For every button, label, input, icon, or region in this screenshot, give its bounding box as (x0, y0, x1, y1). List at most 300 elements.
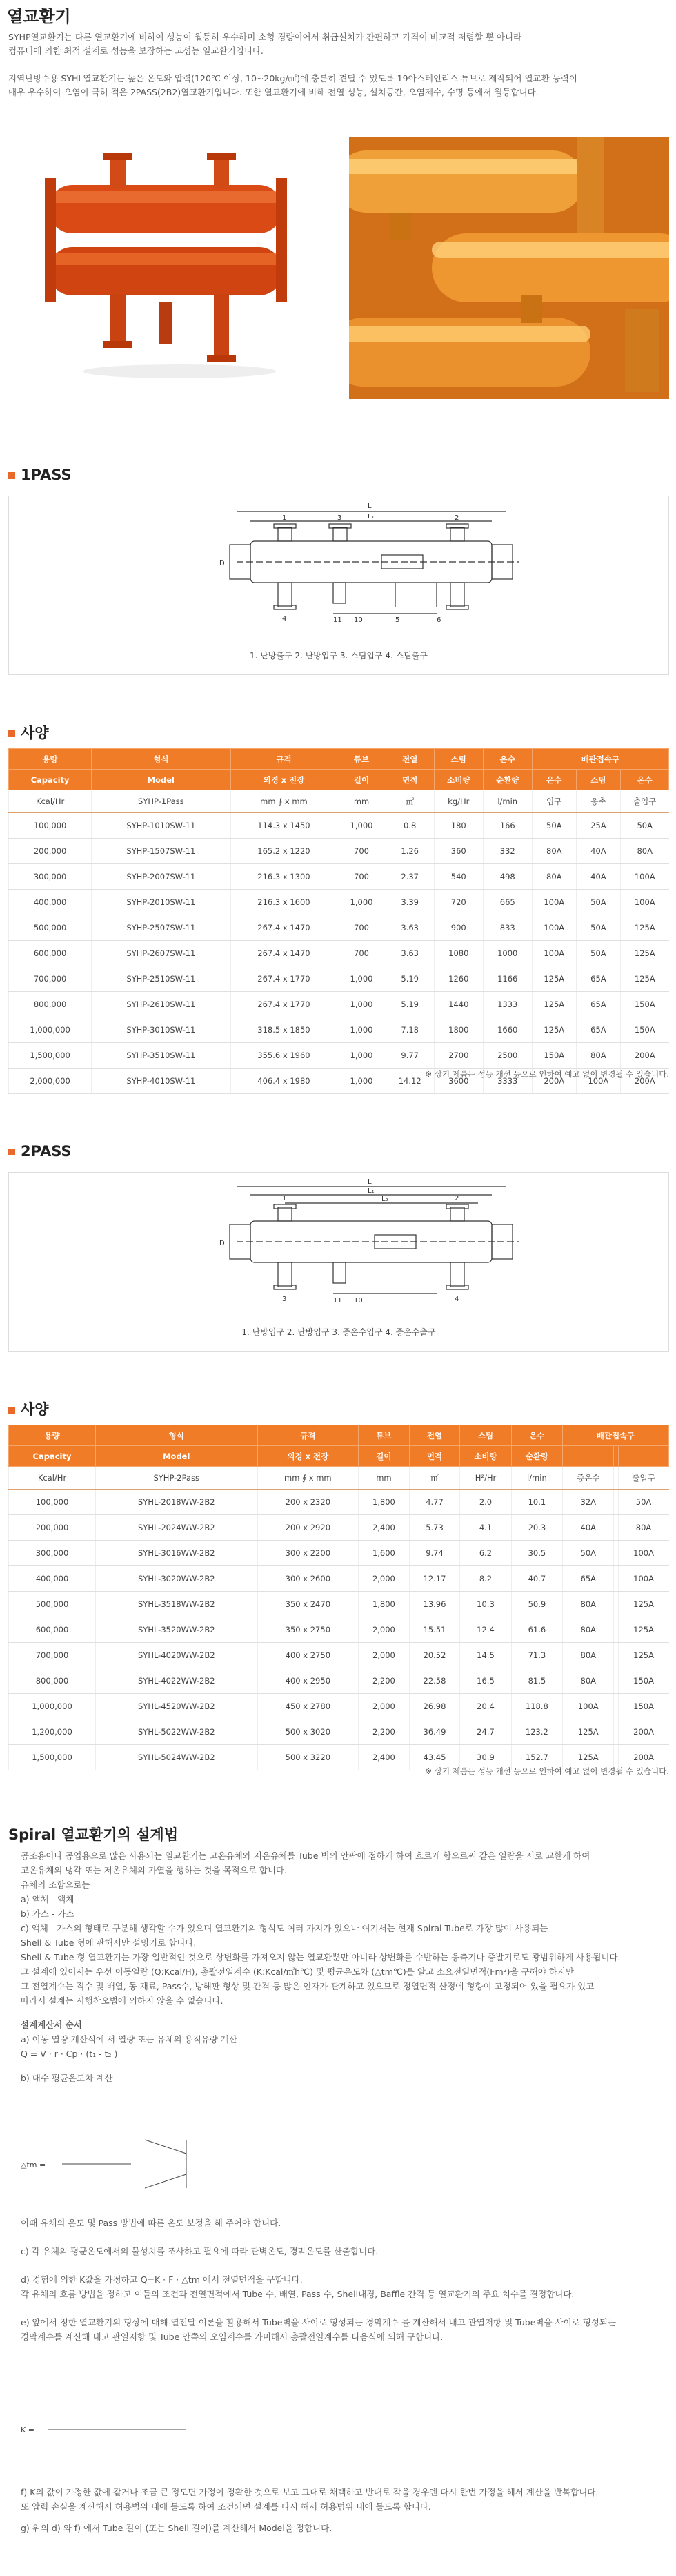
col-group: 용량 (9, 1425, 96, 1446)
unit-cell: Kcal/Hr (9, 790, 92, 813)
table-cell: 22.58 (409, 1668, 460, 1694)
table-cell: 267.4 x 1770 (230, 992, 337, 1017)
col-header: Capacity (9, 770, 92, 790)
formula-q: Q = V · r · Cp · (t₁ - t₂ ) (21, 2049, 118, 2059)
callout-label: 10 (354, 1297, 363, 1305)
callout-label: 11 (333, 1297, 342, 1305)
unit-cell: 입구 (532, 790, 576, 813)
table-cell: 14.12 (386, 1069, 434, 1094)
callout-label: 6 (437, 616, 441, 624)
table-cell: 267.4 x 1770 (230, 966, 337, 992)
table-cell: SYHL-2024WW-2B2 (96, 1515, 258, 1541)
table-cell: 3600 (434, 1069, 483, 1094)
body-line: a) 이동 열량 계산식에 서 열량 또는 유체의 용적유량 계산 (21, 2034, 237, 2045)
table-cell: 350 x 2470 (257, 1592, 359, 1617)
table-cell: 40A (576, 839, 620, 864)
table-cell: 25A (576, 813, 620, 839)
col-header: 온수 (532, 770, 576, 790)
table-cell: 1080 (434, 941, 483, 966)
body-line: 따라서 설계는 시행착오법에 의하지 않을 수 없습니다. (21, 1996, 223, 2006)
dim-label: L (368, 502, 372, 510)
schematic-2pass (9, 1173, 668, 1325)
table-row (9, 864, 669, 890)
table-cell: 10.1 (511, 1490, 562, 1515)
table-cell: 800,000 (9, 1668, 96, 1694)
table-cell: 100A (620, 890, 668, 915)
table-cell: 100A (563, 1694, 614, 1719)
section-heading-1pass (8, 467, 72, 483)
table-cell: 267.4 x 1470 (230, 915, 337, 941)
table-row (9, 941, 669, 966)
section-heading-text: 사양 (21, 725, 49, 741)
table-cell: 30.5 (511, 1541, 562, 1566)
diagram-1pass (8, 496, 669, 675)
table-cell: 200,000 (9, 1515, 96, 1541)
table-cell: 1660 (483, 1017, 532, 1043)
table-cell: SYHP-4010SW-11 (92, 1069, 230, 1094)
col-header: 소비량 (434, 770, 483, 790)
col-group: 형식 (92, 749, 230, 770)
table-cell: 80A (620, 839, 668, 864)
table-cell: 100A (576, 1069, 620, 1094)
col-header: 면적 (409, 1446, 460, 1467)
table-row (9, 1017, 669, 1043)
table-cell: 1,000 (337, 1043, 386, 1069)
body-line: 그 설계에 있어서는 우선 이동열량 (Q:Kcal/H), 총괄전열계수 (K:Kcal/㎡h℃) 및 평균온도차 (△tm℃)를 알고 소요전열면적(Fm²)을 구해야 하지만 (21, 1967, 575, 1977)
col-header: Capacity (9, 1446, 96, 1467)
table-cell: 150A (620, 992, 668, 1017)
table-cell: 360 (434, 839, 483, 864)
table-cell: 2500 (483, 1043, 532, 1069)
col-header (563, 1446, 614, 1467)
table-cell: 216.3 x 1300 (230, 864, 337, 890)
intro-line: SYHP열교환기는 다른 열교환기에 비하여 성능이 월등히 우수하며 소형 경량이어서 취급설치가 간편하고 가격이 비교적 저렴할 뿐 아니라 (8, 32, 522, 42)
col-group: 배관접속구 (563, 1425, 669, 1446)
table-cell: 600,000 (9, 1617, 96, 1643)
table-cell: 118.8 (511, 1694, 562, 1719)
table-cell: 1,600 (359, 1541, 410, 1566)
table-cell: 200 x 2920 (257, 1515, 359, 1541)
table-cell: 80A (563, 1668, 614, 1694)
spec-note-1: ※ 상기 제품은 성능 개선 등으로 인하여 예고 없이 변경될 수 있습니다. (425, 1069, 669, 1079)
section-heading-spiral (8, 1824, 178, 1844)
section-heading-text: Spiral 열교환기의 설계법 (8, 1826, 178, 1843)
table-cell: 100A (532, 890, 576, 915)
table-cell: 400,000 (9, 890, 92, 915)
table-cell: 1333 (483, 992, 532, 1017)
table-cell: SYHL-5022WW-2B2 (96, 1719, 258, 1745)
unit-cell: mm (359, 1467, 410, 1490)
table-row (9, 992, 669, 1017)
table-cell: 1,000 (337, 890, 386, 915)
table-cell: 1,000,000 (9, 1017, 92, 1043)
col-group: 배관접속구 (532, 749, 668, 770)
table-cell: 500 x 3220 (257, 1745, 359, 1770)
table-cell: 15.51 (409, 1617, 460, 1643)
table-cell: 500,000 (9, 915, 92, 941)
table-cell: 36.49 (409, 1719, 460, 1745)
table-cell: 30.9 (460, 1745, 511, 1770)
table-cell: 80A (563, 1617, 614, 1643)
table-cell: 26.98 (409, 1694, 460, 1719)
table-cell: 700,000 (9, 966, 92, 992)
table-cell: 300 x 2200 (257, 1541, 359, 1566)
table-cell: 50A (576, 941, 620, 966)
table-cell: 4.1 (460, 1515, 511, 1541)
table-cell: 2,000 (359, 1566, 410, 1592)
table-cell: 2,000,000 (9, 1069, 92, 1094)
unit-cell: SYHP-2Pass (96, 1467, 258, 1490)
table-cell: 200A (532, 1069, 576, 1094)
spec-table-1pass (8, 748, 669, 1094)
table-cell: 900 (434, 915, 483, 941)
col-header: 면적 (386, 770, 434, 790)
body-line: c) 각 유체의 평균온도에서의 물성치를 조사하고 필요에 따라 관벽온도, 경막온도를 산출합니다. (21, 2246, 379, 2256)
table-cell: 114.3 x 1450 (230, 813, 337, 839)
table-row (9, 1694, 669, 1719)
table-cell: 40A (576, 864, 620, 890)
dim-label: L₁ (368, 1187, 375, 1195)
bullet-icon (8, 472, 15, 479)
table-cell: 700,000 (9, 1643, 96, 1668)
table-row (9, 1566, 669, 1592)
table-cell: 600,000 (9, 941, 92, 966)
table-cell: 1000 (483, 941, 532, 966)
table-cell: SYHP-1010SW-11 (92, 813, 230, 839)
section-heading-spec-1 (8, 722, 49, 743)
table-cell: SYHL-4022WW-2B2 (96, 1668, 258, 1694)
table-cell: 65A (576, 992, 620, 1017)
table-cell: 665 (483, 890, 532, 915)
table-cell: 200A (618, 1719, 668, 1745)
table-cell: 500 x 3020 (257, 1719, 359, 1745)
table-cell: 100A (532, 915, 576, 941)
body-line: 공조용이나 공업용으로 많은 사용되는 열교환기는 고온유체와 저온유체를 Tube 벽의 안팎에 접하게 하여 흐르게 함으로써 같은 열량을 서로 교환케 하여 (21, 1851, 590, 1861)
table-cell: 5.73 (409, 1515, 460, 1541)
col-header: 소비량 (460, 1446, 511, 1467)
table-cell: SYHP-2510SW-11 (92, 966, 230, 992)
col-header: 스팀 (576, 770, 620, 790)
table-cell: 125A (563, 1745, 614, 1770)
col-header: 순환량 (483, 770, 532, 790)
table-row (9, 1592, 669, 1617)
table-cell: SYHL-3020WW-2B2 (96, 1566, 258, 1592)
diagram-caption-2pass: 1. 난방입구 2. 난방입구 3. 증온수입구 4. 증온수출구 (241, 1327, 436, 1337)
col-group: 형식 (96, 1425, 258, 1446)
unit-cell: 증온수 (563, 1467, 614, 1490)
table-cell: SYHL-2018WW-2B2 (96, 1490, 258, 1515)
table-cell: 100,000 (9, 813, 92, 839)
unit-cell: SYHP-1Pass (92, 790, 230, 813)
dim-label: L₂ (381, 1196, 388, 1203)
table-cell: 2,200 (359, 1719, 410, 1745)
table-cell: SYHP-3010SW-11 (92, 1017, 230, 1043)
table-cell: 400 x 2750 (257, 1643, 359, 1668)
table-cell: 13.96 (409, 1592, 460, 1617)
table-cell: SYHP-2610SW-11 (92, 992, 230, 1017)
table-cell: 150A (618, 1668, 668, 1694)
body-line: e) 앞에서 정한 열교환기의 형상에 대해 열전달 이론을 활용해서 Tube벽을 사이로 형성되는 경막계수 를 계산해서 내고 관열저항 및 Tube벽을 사이로 형성되는 (21, 2317, 617, 2328)
body-line: 그 전열계수는 직수 및 배열, 동 재료, Pass수, 방해판 형상 및 간격 등 많은 인자가 관계하고 있으므로 정열면적 산정에 형향이 고정되어 있을 필요가 있고 (21, 1981, 595, 1991)
callout-label: 5 (395, 616, 400, 624)
table-cell: SYHL-5024WW-2B2 (96, 1745, 258, 1770)
table-cell: 1166 (483, 966, 532, 992)
unit-cell: 출입구 (620, 790, 668, 813)
col-header: 길이 (359, 1446, 410, 1467)
table-cell: SYHP-2007SW-11 (92, 864, 230, 890)
table-cell: 80A (532, 839, 576, 864)
table-cell: 2,000 (359, 1617, 410, 1643)
body-line: 이때 유체의 온도 및 Pass 방법에 따른 온도 보정을 해 주어야 합니다. (21, 2218, 281, 2228)
table-cell: 5.19 (386, 992, 434, 1017)
table-cell: 50A (620, 813, 668, 839)
section-heading-spec-2 (8, 1398, 49, 1419)
table-cell: 125A (532, 1017, 576, 1043)
table-cell: 5.19 (386, 966, 434, 992)
table-cell: 1,000 (337, 992, 386, 1017)
unit-cell: ㎡ (386, 790, 434, 813)
intro-paragraph-2 (8, 72, 664, 99)
table-cell: 700 (337, 941, 386, 966)
unit-cell: kg/Hr (434, 790, 483, 813)
table-cell: 833 (483, 915, 532, 941)
table-cell: 50A (618, 1490, 668, 1515)
table-cell: 2,400 (359, 1515, 410, 1541)
table-cell: SYHP-2607SW-11 (92, 941, 230, 966)
table-cell: 355.6 x 1960 (230, 1043, 337, 1069)
table-cell: 10.3 (460, 1592, 511, 1617)
table-row (9, 890, 669, 915)
intro-line: 컴퓨터에 의한 최적 설계로 성능을 보장하는 고성능 열교환기입니다. (8, 46, 264, 56)
callout-label: 4 (455, 1296, 459, 1303)
section-heading-text: 2PASS (21, 1143, 72, 1160)
table-cell: 3.63 (386, 915, 434, 941)
table-cell: 498 (483, 864, 532, 890)
body-line: 유체의 조합으로는 (21, 1880, 90, 1890)
body-line: Shell & Tube 형에 관해서만 설명키로 합니다. (21, 1938, 197, 1948)
col-header (618, 1446, 668, 1467)
table-cell: 7.18 (386, 1017, 434, 1043)
table-cell: 50A (576, 915, 620, 941)
table-cell: 3.63 (386, 941, 434, 966)
body-line: g) 위의 d) 와 f) 에서 Tube 길이 (또는 Shell 길이)를 계산해서 Model을 정합니다. (21, 2523, 332, 2533)
table-cell: 12.17 (409, 1566, 460, 1592)
body-line: b) 가스 - 가스 (21, 1909, 74, 1919)
table-cell: 9.77 (386, 1043, 434, 1069)
table-row (9, 813, 669, 839)
dim-label: L (368, 1178, 372, 1186)
table-cell: 125A (618, 1617, 668, 1643)
body-line: f) K의 값이 가정한 값에 같거나 조금 큰 정도면 가정이 정확한 것으로 보고 그대로 채택하고 반대로 작을 경우엔 다시 한번 가정을 해서 계산을 반복합니다. (21, 2487, 599, 2497)
callout-label: 1 (282, 514, 287, 522)
table-cell: 20.4 (460, 1694, 511, 1719)
table-cell: 2.0 (460, 1490, 511, 1515)
table-cell: 125A (618, 1592, 668, 1617)
table-cell: 100A (532, 941, 576, 966)
col-group: 용량 (9, 749, 92, 770)
table-cell: 123.2 (511, 1719, 562, 1745)
schematic-1pass (9, 496, 668, 648)
table-cell: 1,000,000 (9, 1694, 96, 1719)
body-line: c) 액체 - 가스의 형태로 구분해 생각할 수가 있으며 열교환기의 형식도 여러 가지가 있으나 여기서는 현재 Spiral Tube로 가장 많이 사용되는 (21, 1923, 548, 1933)
col-group: 온수 (483, 749, 532, 770)
table-cell: 32A (563, 1490, 614, 1515)
callout-label: 3 (282, 1296, 287, 1303)
bullet-icon (8, 1407, 15, 1414)
table-cell: 152.7 (511, 1745, 562, 1770)
intro-paragraph-1 (8, 30, 664, 58)
table-cell: 12.4 (460, 1617, 511, 1643)
table-cell: 800,000 (9, 992, 92, 1017)
col-header: 온수 (620, 770, 668, 790)
formula-text: K = (21, 2426, 34, 2434)
table-cell: 216.3 x 1600 (230, 890, 337, 915)
spiral-body-2 (21, 2216, 669, 2344)
table-cell: 125A (532, 966, 576, 992)
table-cell: 1,000 (337, 813, 386, 839)
table-cell: 125A (618, 1643, 668, 1668)
table-cell: 125A (620, 966, 668, 992)
table-cell: SYHP-2010SW-11 (92, 890, 230, 915)
table-cell: 700 (337, 839, 386, 864)
spiral-body (21, 1848, 669, 2085)
table-cell: 24.7 (460, 1719, 511, 1745)
unit-cell: Kcal/Hr (9, 1467, 96, 1490)
table-cell: 300 x 2600 (257, 1566, 359, 1592)
unit-cell: mm ∮ x mm (230, 790, 337, 813)
table-cell: 6.2 (460, 1541, 511, 1566)
table-cell: 300,000 (9, 1541, 96, 1566)
table-row (9, 1515, 669, 1541)
col-header: 외경 x 전장 (257, 1446, 359, 1467)
table-cell: 0.8 (386, 813, 434, 839)
table-cell: 65A (576, 966, 620, 992)
table-cell: 200A (618, 1745, 668, 1770)
table-cell: 180 (434, 813, 483, 839)
table-cell: 100A (620, 864, 668, 890)
col-group: 온수 (511, 1425, 562, 1446)
callout-label: 4 (282, 615, 287, 623)
callout-label: 3 (337, 514, 342, 522)
unit-cell: l/min (483, 790, 532, 813)
table-cell: 1,500,000 (9, 1043, 92, 1069)
table-cell: 2,400 (359, 1745, 410, 1770)
table-cell: 125A (620, 941, 668, 966)
unit-cell: 출입구 (618, 1467, 668, 1490)
table-cell: 100,000 (9, 1490, 96, 1515)
table-cell: 200A (620, 1069, 668, 1094)
table-cell: 3.39 (386, 890, 434, 915)
table-cell: 20.52 (409, 1643, 460, 1668)
table-cell: 16.5 (460, 1668, 511, 1694)
product-photo-heat-exchanger (7, 137, 331, 399)
table-cell: 200,000 (9, 839, 92, 864)
table-cell: 150A (532, 1043, 576, 1069)
table-row (9, 966, 669, 992)
diagram-2pass (8, 1172, 669, 1352)
col-header: 길이 (337, 770, 386, 790)
bullet-icon (8, 730, 15, 737)
table-cell: 150A (618, 1694, 668, 1719)
dim-label: D (219, 560, 225, 567)
intro-line: 지역난방수용 SYHL열교환기는 높은 온도와 압력(120℃ 이상, 10~20kg/㎠)에 충분히 견딜 수 있도록 19아스테인리스 튜브로 제작되어 열교환 능력이 (8, 73, 577, 84)
unit-cell: ㎡ (409, 1467, 460, 1490)
col-group: 튜브 (359, 1425, 410, 1446)
formula-dtm (21, 2126, 228, 2202)
table-cell: 9.74 (409, 1541, 460, 1566)
table-cell: 8.2 (460, 1566, 511, 1592)
table-cell: 2700 (434, 1043, 483, 1069)
product-photo-installation (349, 137, 669, 399)
table-cell: 2,000 (359, 1694, 410, 1719)
body-line: 고온유체의 냉각 또는 저온유체의 가열을 행하는 것을 목적으로 합니다. (21, 1865, 287, 1875)
table-cell: 1440 (434, 992, 483, 1017)
table-row (9, 1541, 669, 1566)
unit-cell: l/min (511, 1467, 562, 1490)
table-cell: 1,000 (337, 966, 386, 992)
table-cell: 332 (483, 839, 532, 864)
col-header: 순환량 (511, 1446, 562, 1467)
table-cell: 406.4 x 1980 (230, 1069, 337, 1094)
table-cell: 50A (563, 1541, 614, 1566)
table-cell: SYHP-1507SW-11 (92, 839, 230, 864)
table-cell: 700 (337, 915, 386, 941)
col-group: 규격 (257, 1425, 359, 1446)
table-cell: 1,800 (359, 1490, 410, 1515)
table-cell: 1800 (434, 1017, 483, 1043)
table-row (9, 1617, 669, 1643)
section-heading-2pass (8, 1143, 72, 1160)
table-cell: 1,500,000 (9, 1745, 96, 1770)
section-heading-text: 사양 (21, 1401, 49, 1418)
col-group: 스팀 (434, 749, 483, 770)
body-line: b) 대수 평균온도차 계산 (21, 2073, 113, 2083)
table-cell: 40.7 (511, 1566, 562, 1592)
table-cell: 50A (532, 813, 576, 839)
table-cell: 65A (576, 1017, 620, 1043)
body-line: 또 압력 손실을 계산해서 허용범위 내에 들도록 하여 조건되면 설계를 다시 해서 허용범위 내에 들도록 합니다. (21, 2501, 431, 2512)
page-title: 열교환기 (7, 7, 71, 26)
table-cell: 200 x 2320 (257, 1490, 359, 1515)
col-header: 외경 x 전장 (230, 770, 337, 790)
table-cell: 400 x 2950 (257, 1668, 359, 1694)
table-cell: 50.9 (511, 1592, 562, 1617)
table-cell: SYHL-3518WW-2B2 (96, 1592, 258, 1617)
intro-line: 매우 우수하여 오염이 극히 적은 2PASS(2B2)열교환기입니다. 또한 열교환기에 비해 전열 성능, 설치공간, 오염제수, 수명 등에서 월등합니다. (8, 87, 539, 97)
table-cell: 80A (563, 1592, 614, 1617)
table-cell: 100A (618, 1566, 668, 1592)
col-group: 튜브 (337, 749, 386, 770)
table-cell: SYHP-3510SW-11 (92, 1043, 230, 1069)
bullet-icon (8, 1149, 15, 1155)
table-cell: 100A (618, 1541, 668, 1566)
table-row (9, 1668, 669, 1694)
table-cell: 50A (576, 890, 620, 915)
table-cell: 20.3 (511, 1515, 562, 1541)
dim-label: L₁ (368, 513, 375, 520)
col-header: Model (96, 1446, 258, 1467)
diagram-caption-1pass: 1. 난방출구 2. 난방입구 3. 스팀입구 4. 스팀출구 (250, 651, 428, 661)
unit-row (9, 1467, 669, 1490)
table-cell: 43.45 (409, 1745, 460, 1770)
table-cell: 2,000 (359, 1643, 410, 1668)
col-group: 스팀 (460, 1425, 511, 1446)
table-cell: SYHL-3016WW-2B2 (96, 1541, 258, 1566)
dim-label: D (219, 1240, 225, 1247)
table-cell: SYHL-4020WW-2B2 (96, 1643, 258, 1668)
table-cell: 700 (337, 864, 386, 890)
table-cell: 71.3 (511, 1643, 562, 1668)
